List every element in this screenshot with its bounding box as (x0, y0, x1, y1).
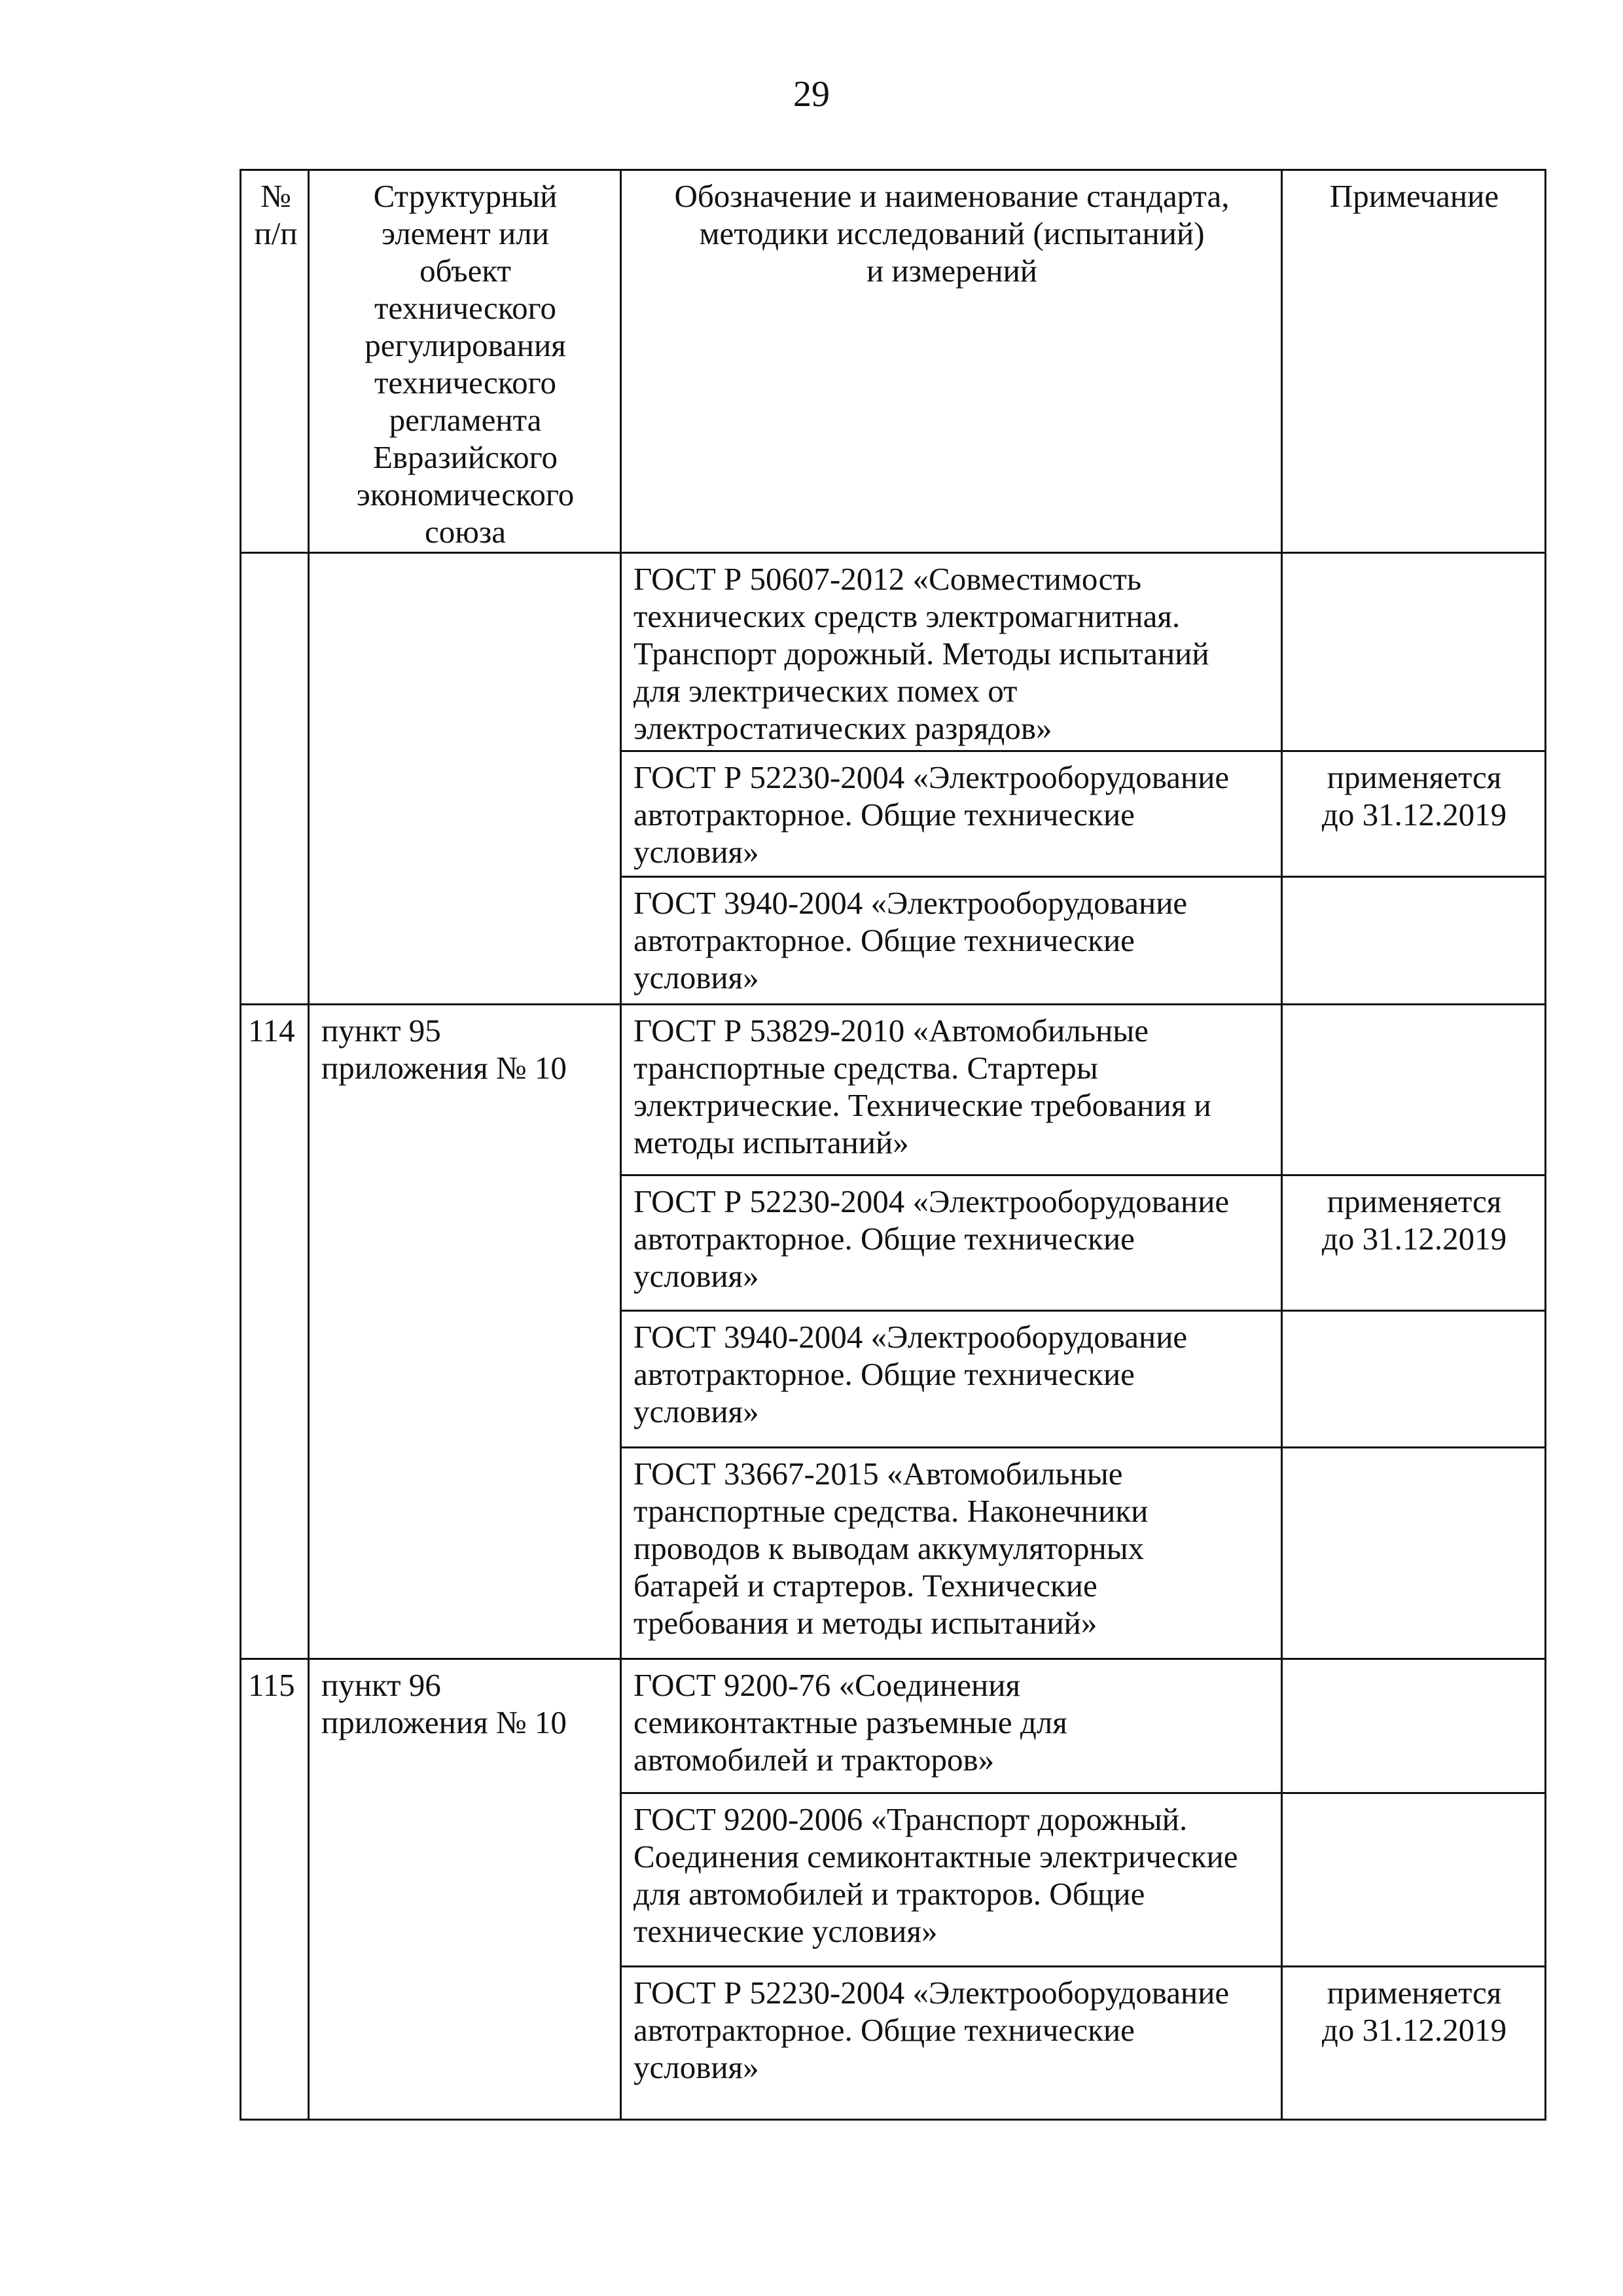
text-line: батарей и стартеров. Технические (633, 1568, 1097, 1604)
text-line: автотракторное. Общие технические (633, 2012, 1135, 2048)
standard-cell (621, 751, 1282, 877)
text-line: автотракторное. Общие технические (633, 922, 1135, 958)
text-line: семиконтактные разъемные для (633, 1704, 1067, 1740)
text-line: Соединения семиконтактные электрические (633, 1839, 1238, 1874)
text-line: ГОСТ 33667-2015 «Автомобильные (633, 1456, 1123, 1492)
standard-cell (621, 1448, 1282, 1659)
text-line: регулирования (365, 327, 566, 363)
note-cell (1282, 1967, 1546, 2120)
standard-cell (621, 1175, 1282, 1311)
text-line: методы испытаний» (633, 1124, 909, 1160)
table-row (241, 553, 1546, 751)
text-line: до 31.12.2019 (1321, 2012, 1507, 2048)
text-line: ГОСТ Р 52230-2004 «Электрооборудование (633, 1975, 1230, 2011)
text-line: ГОСТ Р 50607-2012 «Совместимость (633, 561, 1142, 597)
standard-cell (621, 1967, 1282, 2120)
item-number: 114 (241, 1005, 309, 1659)
item-number (241, 553, 309, 1005)
text-line: для электрических помех от (633, 673, 1018, 709)
text-line: применяется (1327, 1975, 1502, 2011)
text-line: автомобилей и тракторов» (633, 1742, 995, 1778)
text-line: ГОСТ 3940-2004 «Электрооборудование (633, 885, 1188, 921)
text-line: условия» (633, 2049, 759, 2085)
text-line: ГОСТ 9200-76 «Соединения (633, 1667, 1021, 1703)
text-line: автотракторное. Общие технические (633, 797, 1135, 833)
note-cell (1282, 1659, 1546, 1793)
item-number: 115 (241, 1659, 309, 2120)
standard-cell (621, 553, 1282, 751)
text-line: электрические. Технические требования и (633, 1087, 1211, 1123)
text-line: транспортные средства. Стартеры (633, 1050, 1098, 1086)
text-line: ГОСТ 3940-2004 «Электрооборудование (633, 1319, 1188, 1355)
text-line: и измерений (866, 253, 1038, 289)
text-line: технические условия» (633, 1913, 938, 1949)
standard-cell (621, 1311, 1282, 1448)
note-cell (1282, 1005, 1546, 1175)
text-line: условия» (633, 1393, 759, 1429)
text-line: применяется (1327, 1183, 1502, 1219)
standards-table (240, 169, 1546, 2121)
text-line: технических средств электромагнитная. (633, 598, 1181, 634)
text-line: применяется (1327, 759, 1502, 795)
text-line: ГОСТ Р 52230-2004 «Электрооборудование (633, 1183, 1230, 1219)
note-cell (1282, 877, 1546, 1005)
structural-element (309, 1659, 621, 2120)
header-standard (621, 170, 1282, 553)
text-line: до 31.12.2019 (1321, 797, 1507, 833)
text-line: п/п (254, 215, 298, 251)
text-line: условия» (633, 1258, 759, 1294)
table-row (241, 1659, 1546, 1793)
text-line: для автомобилей и тракторов. Общие (633, 1876, 1145, 1912)
note-cell (1282, 1311, 1546, 1448)
text-line: пункт 96 (321, 1667, 441, 1703)
text-line: технического (374, 365, 557, 401)
text-line: пункт 95 (321, 1013, 441, 1049)
text-line: Структурный (373, 178, 558, 214)
text-line: ГОСТ Р 53829-2010 «Автомобильные (633, 1013, 1149, 1049)
note-cell (1282, 553, 1546, 751)
standard-cell (621, 877, 1282, 1005)
text-line: ГОСТ 9200-2006 «Транспорт дорожный. (633, 1801, 1188, 1837)
text-line: технического (374, 290, 557, 326)
text-line: автотракторное. Общие технические (633, 1221, 1135, 1257)
text-line: электростатических разрядов» (633, 710, 1052, 746)
note-cell (1282, 1448, 1546, 1659)
text-line: проводов к выводам аккумуляторных (633, 1530, 1145, 1566)
text-line: экономического (356, 476, 575, 512)
text-line: Евразийского (372, 439, 558, 475)
text-line: Примечание (1329, 178, 1499, 214)
text-line: элемент или (382, 215, 549, 251)
structural-element (309, 1005, 621, 1659)
header-note (1282, 170, 1546, 553)
text-line: Обозначение и наименование стандарта, (674, 178, 1230, 214)
table-row (241, 1005, 1546, 1175)
text-line: автотракторное. Общие технические (633, 1356, 1135, 1392)
header-element (309, 170, 621, 553)
standard-cell (621, 1659, 1282, 1793)
text-line: приложения № 10 (321, 1704, 567, 1740)
standard-cell (621, 1005, 1282, 1175)
table-header-row (241, 170, 1546, 553)
note-cell (1282, 1793, 1546, 1967)
text-line: требования и методы испытаний» (633, 1605, 1097, 1641)
structural-element (309, 553, 621, 1005)
note-cell (1282, 751, 1546, 877)
text-line: транспортные средства. Наконечники (633, 1493, 1149, 1529)
text-line: Транспорт дорожный. Методы испытаний (633, 636, 1209, 672)
text-line: методики исследований (испытаний) (699, 215, 1205, 251)
header-num (241, 170, 309, 553)
text-line: союза (425, 514, 506, 550)
note-cell (1282, 1175, 1546, 1311)
standard-cell (621, 1793, 1282, 1967)
page-number: 29 (793, 74, 830, 115)
text-line: № (260, 178, 291, 214)
text-line: до 31.12.2019 (1321, 1221, 1507, 1257)
text-line: регламента (389, 402, 542, 438)
text-line: условия» (633, 960, 759, 996)
text-line: условия» (633, 834, 759, 870)
text-line: ГОСТ Р 52230-2004 «Электрооборудование (633, 759, 1230, 795)
text-line: приложения № 10 (321, 1050, 567, 1086)
text-line: объект (419, 253, 511, 289)
